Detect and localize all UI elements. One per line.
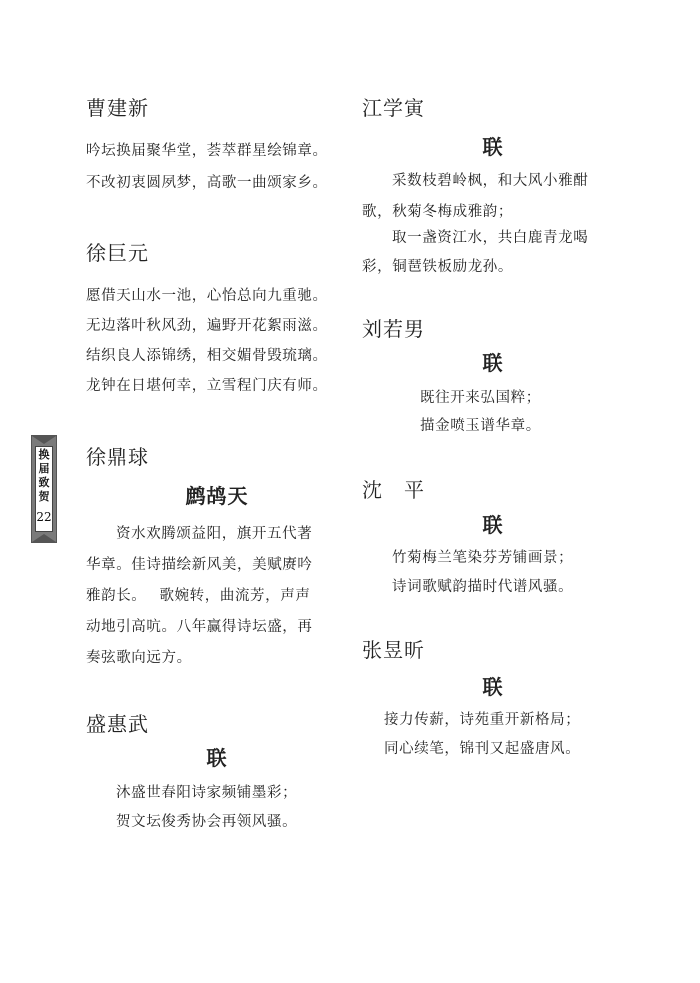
author-name: 沈 平 bbox=[362, 478, 425, 502]
poem-line: 既往开来弘国粹； bbox=[420, 390, 541, 406]
side-tab-char: 贺 bbox=[38, 490, 50, 503]
side-tab-bottom-ornament bbox=[32, 534, 56, 542]
poem-line: 奏弦歌向远方。 bbox=[86, 650, 192, 666]
poem-subtitle: 联 bbox=[206, 746, 228, 770]
poem-line: 歌，秋菊冬梅成雅韵； bbox=[362, 204, 513, 220]
poem-line: 采数枝碧岭枫，和大风小雅酣 bbox=[392, 173, 589, 189]
author-name: 徐巨元 bbox=[86, 241, 149, 265]
poem-line: 龙钟在日堪何幸，立雪程门庆有师。 bbox=[86, 378, 328, 394]
poem-line: 竹菊梅兰笔染芬芳铺画景； bbox=[392, 550, 574, 566]
author-name: 刘若男 bbox=[362, 317, 425, 341]
author-name: 徐鼎球 bbox=[86, 445, 149, 469]
side-tab-top-ornament bbox=[32, 436, 56, 444]
poem-line: 华章。佳诗描绘新风美，美赋赓吟 bbox=[86, 557, 313, 573]
poem-subtitle: 鹧鸪天 bbox=[185, 484, 249, 508]
poem-line: 同心续笔，锦刊又起盛唐风。 bbox=[384, 741, 581, 757]
poem-line: 接力传薪，诗苑重开新格局； bbox=[384, 712, 581, 728]
poem-line: 不改初衷圆夙梦，高歌一曲颂家乡。 bbox=[86, 175, 328, 191]
poem-line: 贺文坛俊秀协会再领风骚。 bbox=[116, 814, 298, 830]
side-tab-char: 致 bbox=[38, 476, 50, 489]
poem-line: 吟坛换届聚华堂，荟萃群星绘锦章。 bbox=[86, 143, 328, 159]
poem-line: 描金喷玉谱华章。 bbox=[420, 418, 541, 434]
poem-subtitle: 联 bbox=[482, 513, 504, 537]
side-tab-char: 换 bbox=[38, 448, 50, 461]
poem-subtitle: 联 bbox=[482, 351, 504, 375]
side-tab-char: 届 bbox=[38, 462, 50, 475]
side-tab-inner bbox=[35, 446, 53, 532]
poem-line: 雅韵长。 歌婉转，曲流芳，声声 bbox=[86, 588, 311, 604]
poem-line: 彩，铜琶铁板励龙孙。 bbox=[362, 259, 513, 275]
author-name: 曹建新 bbox=[86, 96, 149, 120]
page-number: 22 bbox=[36, 510, 52, 524]
author-name: 张昱昕 bbox=[362, 638, 425, 662]
author-name: 盛惠武 bbox=[86, 712, 149, 736]
side-tab bbox=[31, 435, 57, 543]
poem-subtitle: 联 bbox=[482, 675, 504, 699]
poem-line: 沐盛世春阳诗家频铺墨彩； bbox=[116, 785, 298, 801]
poem-line: 愿借天山水一池，心怡总向九重驰。 bbox=[86, 288, 328, 304]
poem-line: 诗词歌赋韵描时代谱风骚。 bbox=[392, 579, 574, 595]
poem-subtitle: 联 bbox=[482, 135, 504, 159]
poem-line: 无边落叶秋风劲，遍野开花絮雨滋。 bbox=[86, 318, 328, 334]
poem-line: 动地引高吭。八年赢得诗坛盛，再 bbox=[86, 619, 313, 635]
poem-line: 结织良人添锦绣，相交媚骨毁琉璃。 bbox=[86, 348, 328, 364]
author-name: 江学寅 bbox=[362, 96, 425, 120]
poem-line: 取一盏资江水，共白鹿青龙喝 bbox=[392, 230, 589, 246]
poem-line: 资水欢腾颂益阳，旗开五代著 bbox=[116, 526, 313, 542]
